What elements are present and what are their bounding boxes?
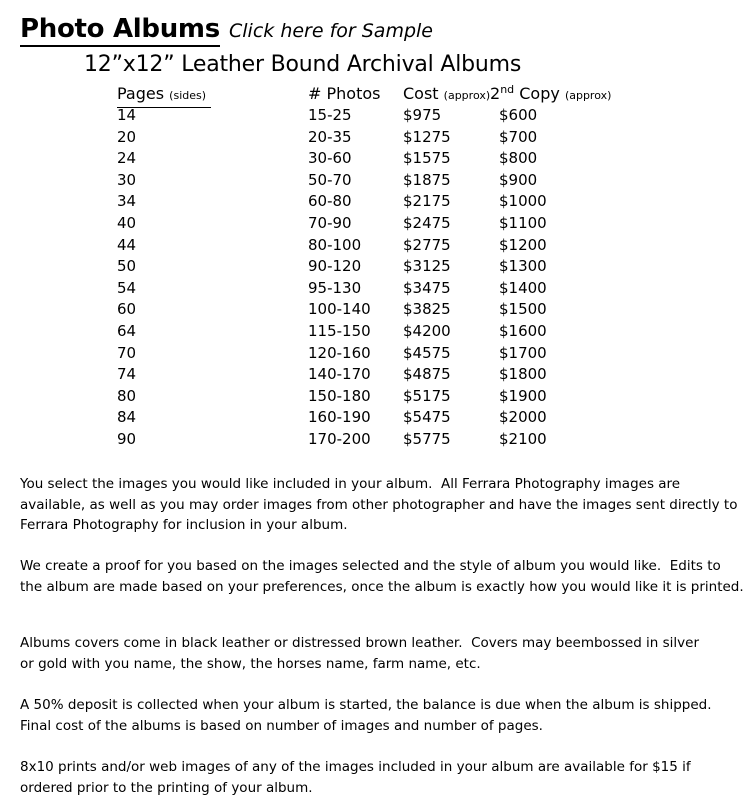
table-cell-pages: 40 bbox=[117, 213, 137, 232]
table-cell-copy: $1500 bbox=[499, 300, 547, 319]
table-cell-cost: $5775 bbox=[403, 429, 451, 448]
paragraph-line: available, as well as you may order images from other photographer and have the images sent directly to bbox=[20, 496, 738, 513]
table-cell-cost: $1875 bbox=[403, 170, 451, 189]
table-cell-photos: 90-120 bbox=[308, 257, 362, 276]
table-cell-copy: $1600 bbox=[499, 321, 547, 340]
paragraph-line: or gold with you name, the show, the horses name, farm name, etc. bbox=[20, 655, 481, 672]
table-cell-photos: 30-60 bbox=[308, 149, 352, 168]
table-cell-pages: 14 bbox=[117, 106, 137, 124]
table-cell-copy: $1000 bbox=[499, 192, 547, 211]
table-cell-cost: $1275 bbox=[403, 127, 451, 146]
table-cell-cost: $2475 bbox=[403, 213, 451, 232]
table-cell-pages: 64 bbox=[117, 321, 137, 340]
table-cell-copy: $2100 bbox=[499, 429, 547, 448]
column-header-photos: # Photos bbox=[308, 84, 381, 103]
column-header-copy bbox=[490, 83, 611, 107]
table-cell-photos: 80-100 bbox=[308, 235, 362, 254]
paragraph-line: ordered prior to the printing of your album. bbox=[20, 779, 313, 796]
table-cell-pages: 54 bbox=[117, 278, 137, 297]
column-header-cost bbox=[403, 83, 490, 107]
table-cell-copy: $600 bbox=[499, 106, 538, 124]
table-cell-cost: $3475 bbox=[403, 278, 451, 297]
page-title: Photo Albums bbox=[20, 14, 220, 47]
column-header-copy-note: (approx) bbox=[564, 89, 612, 102]
table-cell-copy: $1300 bbox=[499, 257, 547, 276]
table-cell-copy: $1900 bbox=[499, 386, 547, 405]
table-cell-cost: $4875 bbox=[403, 365, 451, 384]
table-cell-cost: $4200 bbox=[403, 321, 451, 340]
table-cell-pages: 30 bbox=[117, 170, 137, 189]
table-cell-photos: 140-170 bbox=[308, 365, 371, 384]
table-cell-photos: 50-70 bbox=[308, 170, 352, 189]
paragraph-line: A 50% deposit is collected when your album is started, the balance is due when the album is shipped. bbox=[20, 697, 712, 713]
table-cell-copy: $1200 bbox=[499, 235, 547, 254]
paragraph bbox=[20, 474, 738, 536]
table-cell-pages: 80 bbox=[117, 386, 137, 405]
table-cell-pages: 74 bbox=[117, 365, 137, 384]
table-cell-photos: 120-160 bbox=[308, 343, 371, 362]
table-cell-copy: $1800 bbox=[499, 365, 547, 384]
column-header-copy-sup: nd bbox=[500, 83, 515, 96]
column-header-copy-label: Copy bbox=[519, 84, 560, 103]
table-cell-photos: 95-130 bbox=[308, 278, 362, 297]
table-cell-photos: 70-90 bbox=[308, 213, 352, 232]
table-cell-copy: $2000 bbox=[499, 408, 547, 427]
paragraph-line: Albums covers come in black leather or distressed brown leather. Covers may beembossed in silver bbox=[20, 635, 700, 651]
paragraph bbox=[20, 757, 735, 798]
paragraph-line: Final cost of the albums is based on number of images and number of pages. bbox=[20, 717, 543, 734]
table-cell-pages: 50 bbox=[117, 257, 137, 276]
page-header bbox=[20, 14, 433, 47]
column-header-pages-label: Pages bbox=[117, 84, 165, 103]
table-cell-cost: $1575 bbox=[403, 149, 451, 168]
column-header-copy-prefix: 2 bbox=[490, 84, 501, 103]
page-subtitle: 12”x12” Leather Bound Archival Albums bbox=[84, 52, 522, 77]
table-cell-pages: 84 bbox=[117, 408, 137, 427]
table-cell-cost: $3125 bbox=[403, 257, 451, 276]
table-cell-photos: 170-200 bbox=[308, 429, 371, 448]
table-cell-cost: $3825 bbox=[403, 300, 451, 319]
sample-link[interactable]: Click here for Sample bbox=[229, 20, 433, 42]
column-header-cost-note: (approx) bbox=[443, 89, 491, 102]
table-cell-pages: 20 bbox=[117, 127, 137, 146]
table-cell-pages: 44 bbox=[117, 235, 137, 254]
table-cell-copy: $1100 bbox=[499, 213, 547, 232]
paragraph-line: 8x10 prints and/or web images of any of the images included in your album are available for $15 if bbox=[20, 759, 691, 775]
table-cell-copy: $700 bbox=[499, 127, 538, 146]
table-cell-photos: 100-140 bbox=[308, 300, 371, 319]
paragraph-line: You select the images you would like included in your album. All Ferrara Photography images are bbox=[20, 476, 681, 492]
table-cell-photos: 20-35 bbox=[308, 127, 352, 146]
table-cell-photos: 115-150 bbox=[308, 321, 371, 340]
table-cell-photos: 150-180 bbox=[308, 386, 371, 405]
table-cell-cost: $2775 bbox=[403, 235, 451, 254]
paragraph bbox=[20, 556, 744, 597]
table-cell-pages: 24 bbox=[117, 149, 137, 168]
table-cell-pages: 90 bbox=[117, 429, 137, 448]
paragraph bbox=[20, 695, 735, 736]
table-cell-cost: $4575 bbox=[403, 343, 451, 362]
table-cell-copy: $900 bbox=[499, 170, 538, 189]
column-header-pages-note: (sides) bbox=[169, 89, 207, 102]
table-cell-photos: 60-80 bbox=[308, 192, 352, 211]
table-cell-cost: $2175 bbox=[403, 192, 451, 211]
table-cell-cost: $5475 bbox=[403, 408, 451, 427]
paragraph-line: We create a proof for you based on the images selected and the style of album you would like. Edits to bbox=[20, 558, 721, 574]
paragraph-line: the album are made based on your preferences, once the album is exactly how you would like it is printed. bbox=[20, 578, 744, 595]
table-cell-copy: $1700 bbox=[499, 343, 547, 362]
table-cell-pages: 34 bbox=[117, 192, 137, 211]
table-cell-cost: $5175 bbox=[403, 386, 451, 405]
table-cell-photos: 15-25 bbox=[308, 106, 352, 124]
column-header-cost-label: Cost bbox=[403, 84, 439, 103]
table-cell-photos: 160-190 bbox=[308, 408, 371, 427]
table-cell-pages: 60 bbox=[117, 300, 137, 319]
table-cell-copy: $1400 bbox=[499, 278, 547, 297]
table-cell-pages: 70 bbox=[117, 343, 137, 362]
table-cell-copy: $800 bbox=[499, 149, 538, 168]
paragraph bbox=[20, 633, 735, 674]
paragraph-line: Ferrara Photography for inclusion in your album. bbox=[20, 517, 348, 533]
table-cell-cost: $975 bbox=[403, 106, 442, 124]
